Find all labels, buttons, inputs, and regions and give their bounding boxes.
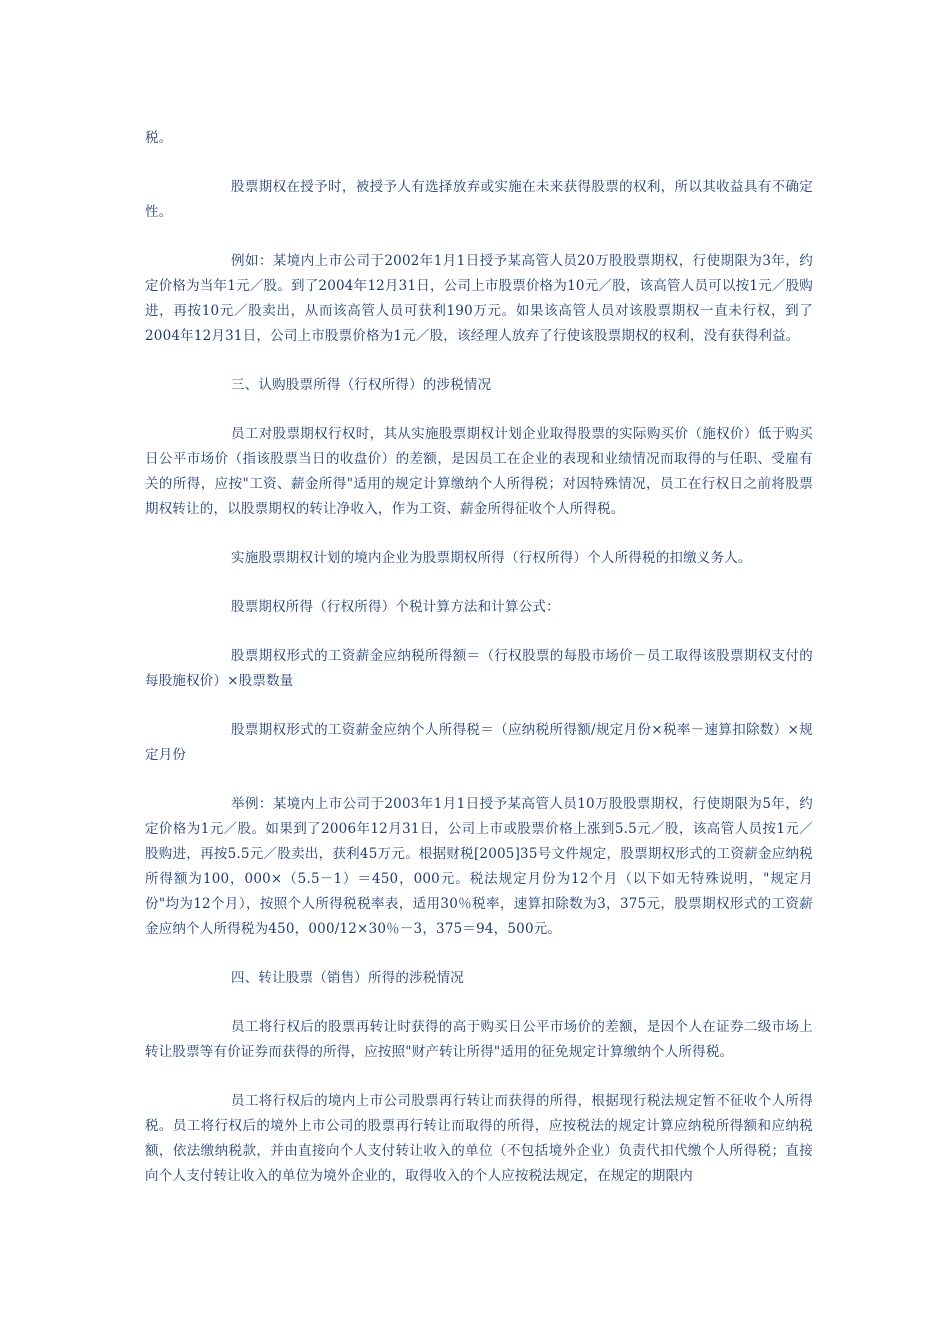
paragraph-example-2003: 举例：某境内上市公司于2003年1月1日授予某高管人员10万股股票期权，行使期限为5年，约定价格为1元／股。如果到了2006年12月31日，公司上市或股票价格上涨到5.5元／股，该高管人员按1元／股购进，再按5.5元／股卖出，获利45万元。根据财税[2005]35号文件规定，股票期权形式的工资薪金应纳税所得额为100，000×（5.5－1）＝450，000元。税法规定月份为12个月（以下如无特殊说明，"规定月份"均为12个月），按照个人所得税税率表，适用30％税率，速算扣除数为3，375元，股票期权形式的工资薪金应纳个人所得税为450，000/12×30％－3，375＝94，500元。: [145, 796, 813, 937]
paragraph-exercise-tax: 员工对股票期权行权时，其从实施股票期权计划企业取得股票的实际购买价（施权价）低于购买日公平市场价（指该股票当日的收盘价）的差额，是因员工在企业的表现和业绩情况而取得的与任职、受雇有关的所得，应按"工资、薪金所得"适用的规定计算缴纳个人所得税；对因特殊情况，员工在行权日之前将股票期权转让的，以股票期权的转让净收入，作为工资、薪金所得征收个人所得税。: [145, 426, 813, 517]
section-heading-3: 三、认购股票所得（行权所得）的涉税情况: [231, 377, 492, 393]
paragraph-formula-tax-payable: 股票期权形式的工资薪金应纳个人所得税＝（应纳税所得额/规定月份×税率－速算扣除数）×规定月份: [145, 722, 813, 763]
paragraph-example-2002: 例如：某境内上市公司于2002年1月1日授予某高管人员20万股股票期权，行使期限为3年，约定价格为当年1元／股。到了2004年12月31日，公司上市股票价格为10元／股，该高管人员可以按1元／股购进，再按10元／股卖出，从而该高管人员可获利190万元。如果该高管人员对该股票期权一直未行权，到了2004年12月31日，公司上市股票价格为1元／股，该经理人放弃了行使该股票期权的权利，没有获得利益。: [145, 253, 813, 344]
paragraph-formula-intro: 股票期权所得（行权所得）个税计算方法和计算公式：: [231, 599, 560, 615]
paragraph-option-grant: 股票期权在授予时，被授予人有选择放弃或实施在未来获得股票的权利，所以其收益具有不确定性。: [145, 179, 813, 220]
paragraph-transfer-domestic-foreign: 员工将行权后的境内上市公司股票再行转让而获得的所得，根据现行税法规定暂不征收个人所得税。员工将行权后的境外上市公司的股票再行转让而取得的所得，应按税法的规定计算应纳税所得额和应纳税额，依法缴纳税款，并由直接向个人支付转让收入的单位（不包括境外企业）负责代扣代缴个人所得税；直接向个人支付转让收入的单位为境外企业的，取得收入的个人应按税法规定，在规定的期限内: [145, 1093, 813, 1184]
section-heading-4: 四、转让股票（销售）所得的涉税情况: [231, 970, 464, 986]
paragraph-withholding-agent: 实施股票期权计划的境内企业为股票期权所得（行权所得）个人所得税的扣缴义务人。: [231, 550, 752, 566]
document-body: [145, 126, 813, 1213]
paragraph-formula-taxable-income: 股票期权形式的工资薪金应纳税所得额＝（行权股票的每股市场价－员工取得该股票期权支付的每股施权价）×股票数量: [145, 648, 813, 689]
paragraph-tax-continuation: 税。: [145, 130, 173, 146]
paragraph-transfer-income: 员工将行权后的股票再转让时获得的高于购买日公平市场价的差额，是因个人在证券二级市场上转让股票等有价证券而获得的所得，应按照"财产转让所得"适用的征免规定计算缴纳个人所得税。: [145, 1019, 813, 1060]
